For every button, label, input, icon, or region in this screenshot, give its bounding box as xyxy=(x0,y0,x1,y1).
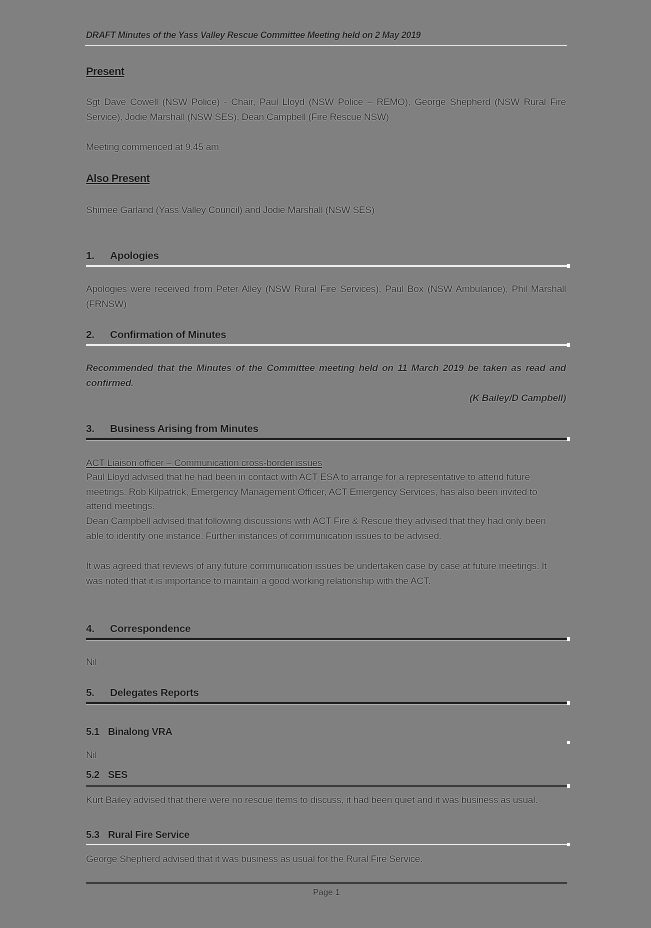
section-number: 2. xyxy=(86,329,95,341)
subsection-binalong-heading xyxy=(86,727,567,738)
subsection-number: 5.3 xyxy=(86,830,100,841)
present-attendees: Sgt Dave Cowell (NSW Police) - Chair, Paul Lloyd (NSW Police – REMO), George Shepherd (NSW Rural Fire Service), Jodie Marshall (NSW SES), Dean Campbell (Fire Rescue NSW) xyxy=(86,97,566,123)
business-paragraph: Dean Campbell advised that following discussions with ACT Fire & Rescue they advised that they had only been able to identify one instance. Further instances of communication issues to be advised. xyxy=(86,516,546,542)
subsection-divider xyxy=(86,844,567,845)
document-header-title: DRAFT Minutes of the Yass Valley Rescue Committee Meeting held on 2 May 2019 xyxy=(86,30,421,40)
correspondence-text: Nil xyxy=(86,657,97,668)
section-correspondence-heading xyxy=(86,623,567,635)
section-business-arising-heading xyxy=(86,423,567,435)
section-divider xyxy=(86,438,567,441)
subsection-ses-heading xyxy=(86,770,567,781)
subsection-number: 5.2 xyxy=(86,770,100,781)
section-title: Apologies xyxy=(110,250,159,262)
document-page xyxy=(86,0,567,928)
subsection-title: Binalong VRA xyxy=(108,727,173,738)
also-present-text: Shimee Garland (Yass Valley Council) and Jodie Marshall (NSW SES) xyxy=(86,205,375,216)
business-item-heading: ACT Liaison officer – Communication cross-border issues xyxy=(86,458,323,469)
header-divider xyxy=(85,45,567,46)
confirmation-moved-seconded: (K Bailey/D Campbell) xyxy=(469,393,566,404)
section-delegates-heading xyxy=(86,687,567,699)
subsection-divider xyxy=(86,785,567,787)
binalong-text: Nil xyxy=(86,750,97,761)
section-divider xyxy=(86,344,567,346)
section-number: 4. xyxy=(86,623,95,635)
section-number: 5. xyxy=(86,687,95,699)
section-title: Correspondence xyxy=(110,623,191,635)
page-number: Page 1 xyxy=(313,887,340,897)
also-present-heading: Also Present xyxy=(86,173,150,185)
section-divider xyxy=(86,638,567,641)
section-divider xyxy=(86,265,567,267)
ses-text: Kurt Bailey advised that there were no rescue items to discuss, it had been quiet and it was business as usual. xyxy=(86,795,538,806)
section-title: Delegates Reports xyxy=(110,687,199,699)
confirmation-resolution: Recommended that the Minutes of the Committee meeting held on 11 March 2019 be taken as read and confirmed. xyxy=(86,363,566,389)
section-confirmation-heading xyxy=(86,329,567,341)
business-paragraph: It was agreed that reviews of any future communication issues be undertaken case by case at future meetings. It was noted that it is importance to maintain a good working relationship with the ACT. xyxy=(86,561,547,587)
section-divider xyxy=(86,702,567,705)
subsection-divider xyxy=(86,742,567,743)
rfs-text: George Shepherd advised that it was business as usual for the Rural Fire Service. xyxy=(86,854,423,865)
present-heading: Present xyxy=(86,66,125,78)
footer-divider xyxy=(86,882,567,884)
section-number: 3. xyxy=(86,423,95,435)
subsection-title: SES xyxy=(108,770,128,781)
section-title: Confirmation of Minutes xyxy=(110,329,227,341)
section-apologies-heading xyxy=(86,250,567,262)
section-title: Business Arising from Minutes xyxy=(110,423,259,435)
meeting-commenced: Meeting commenced at 9.45 am xyxy=(86,142,219,153)
subsection-number: 5.1 xyxy=(86,727,100,738)
business-paragraph: Paul Lloyd advised that he had been in contact with ACT ESA to arrange for a representative to attend future meetings. Rob Kilpatrick, Emergency Management Officer, ACT Emergency Services, has also been invited to attend meetings. xyxy=(86,472,538,512)
subsection-rfs-heading xyxy=(86,830,567,841)
section-number: 1. xyxy=(86,250,95,262)
apologies-text: Apologies were received from Peter Alley (NSW Rural Fire Services), Paul Box (NSW Ambulance), Phil Marshall (FRNSW) xyxy=(86,284,566,310)
subsection-title: Rural Fire Service xyxy=(108,830,190,841)
